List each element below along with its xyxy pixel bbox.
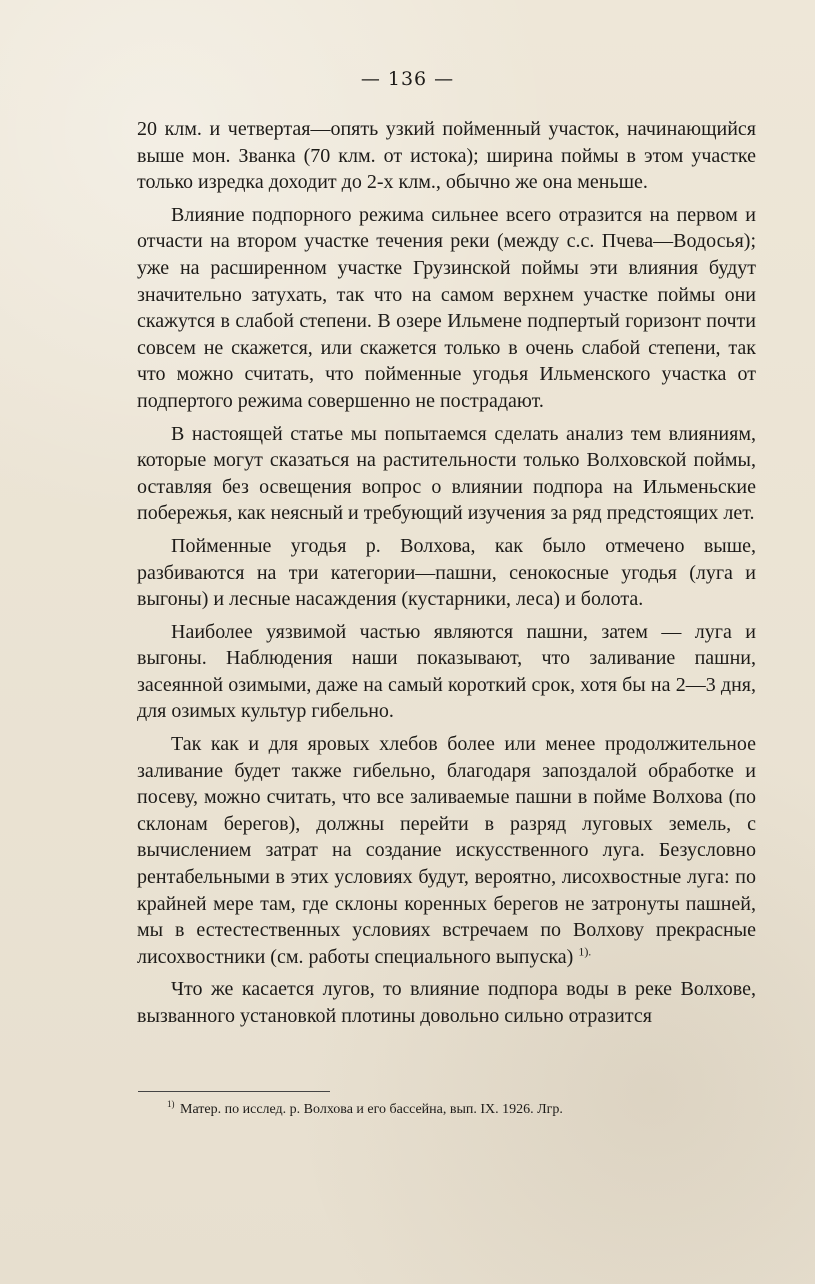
footnote-text: Матер. по исслед. р. Волхова и его бассейна, вып. IX. 1926. Лгр. — [180, 1102, 563, 1117]
paragraph-7: Что же касается лугов, то влияние подпора воды в реке Волхове, вызванного установкой плотины довольно сильно отразится — [137, 978, 756, 1027]
footnote — [167, 1100, 757, 1120]
main-text — [137, 116, 756, 1036]
footnote-mark: 1) — [167, 1099, 175, 1110]
page-number: — 136 — — [360, 68, 455, 90]
paragraph-4: Пойменные угодья р. Волхова, как было отмечено выше, разбиваются на три категории—пашни, сенокосные угодья (луга и выгоны) и лесные насаждения (кустарники, леса) и болота. — [137, 534, 756, 611]
paragraph-6 — [137, 731, 756, 970]
paragraph-2: Влияние подпорного режима сильнее всего отразится на первом и отчасти на втором участке течения реки (между с.с. Пчева—Водосья); уже на расширенном участке Грузинской поймы эти влияния будут значительно затухать, так что на самом верхнем участке поймы они скажутся в слабой степени. В озере Ильмене подпертый горизонт почти совсем не скажется, или скажется только в очень слабой степени, так что можно считать, что пойменные угодья Ильменского участка от подпертого режима совершенно не пострадают. — [137, 203, 756, 412]
paragraph-5: Наиболее уязвимой частью являются пашни, затем — луга и выгоны. Наблюдения наши показывают, что заливание пашни, засеянной озимыми, даже на самый короткий срок, хотя бы на 2—3 дня, для озимых культур гибельно. — [137, 620, 756, 723]
footnote-divider — [138, 1091, 330, 1092]
paragraph-6-text: Так как и для яровых хлебов более или менее продолжительное заливание будет также гибельно, благодаря запоздалой обработке и посеву, можно считать, что все заливаемые пашни в пойме Волхова (по склонам берегов), должны перейти в разряд луговых земель, с вычислением затрат на создание искусственного луга. Безусловно рентабельными в этих условиях будут, вероятно, лисохвостные луга: по крайней мере там, где склоны коренных берегов не затронуты пашней, мы в естестественных условиях встречаем по Волхову прекрасные лисохвостники (см. работы специального выпуска) — [137, 733, 756, 968]
paragraph-3: В настоящей статье мы попытаемся сделать анализ тем влияниям, которые могут сказаться на растительности только Волховской поймы, оставляя без освещения вопрос о влиянии подпора на Ильменьские побережья, как неясный и требующий изучения за ряд предстоящих лет. — [137, 422, 756, 525]
footnote-reference: 1). — [578, 944, 592, 959]
paragraph-1: 20 клм. и четвертая—опять узкий пойменный участок, начинающийся выше мон. Званка (70 клм. от истока); ширина поймы в этом участке только изредка доходит до 2-х клм., обычно же она меньше. — [137, 118, 756, 194]
